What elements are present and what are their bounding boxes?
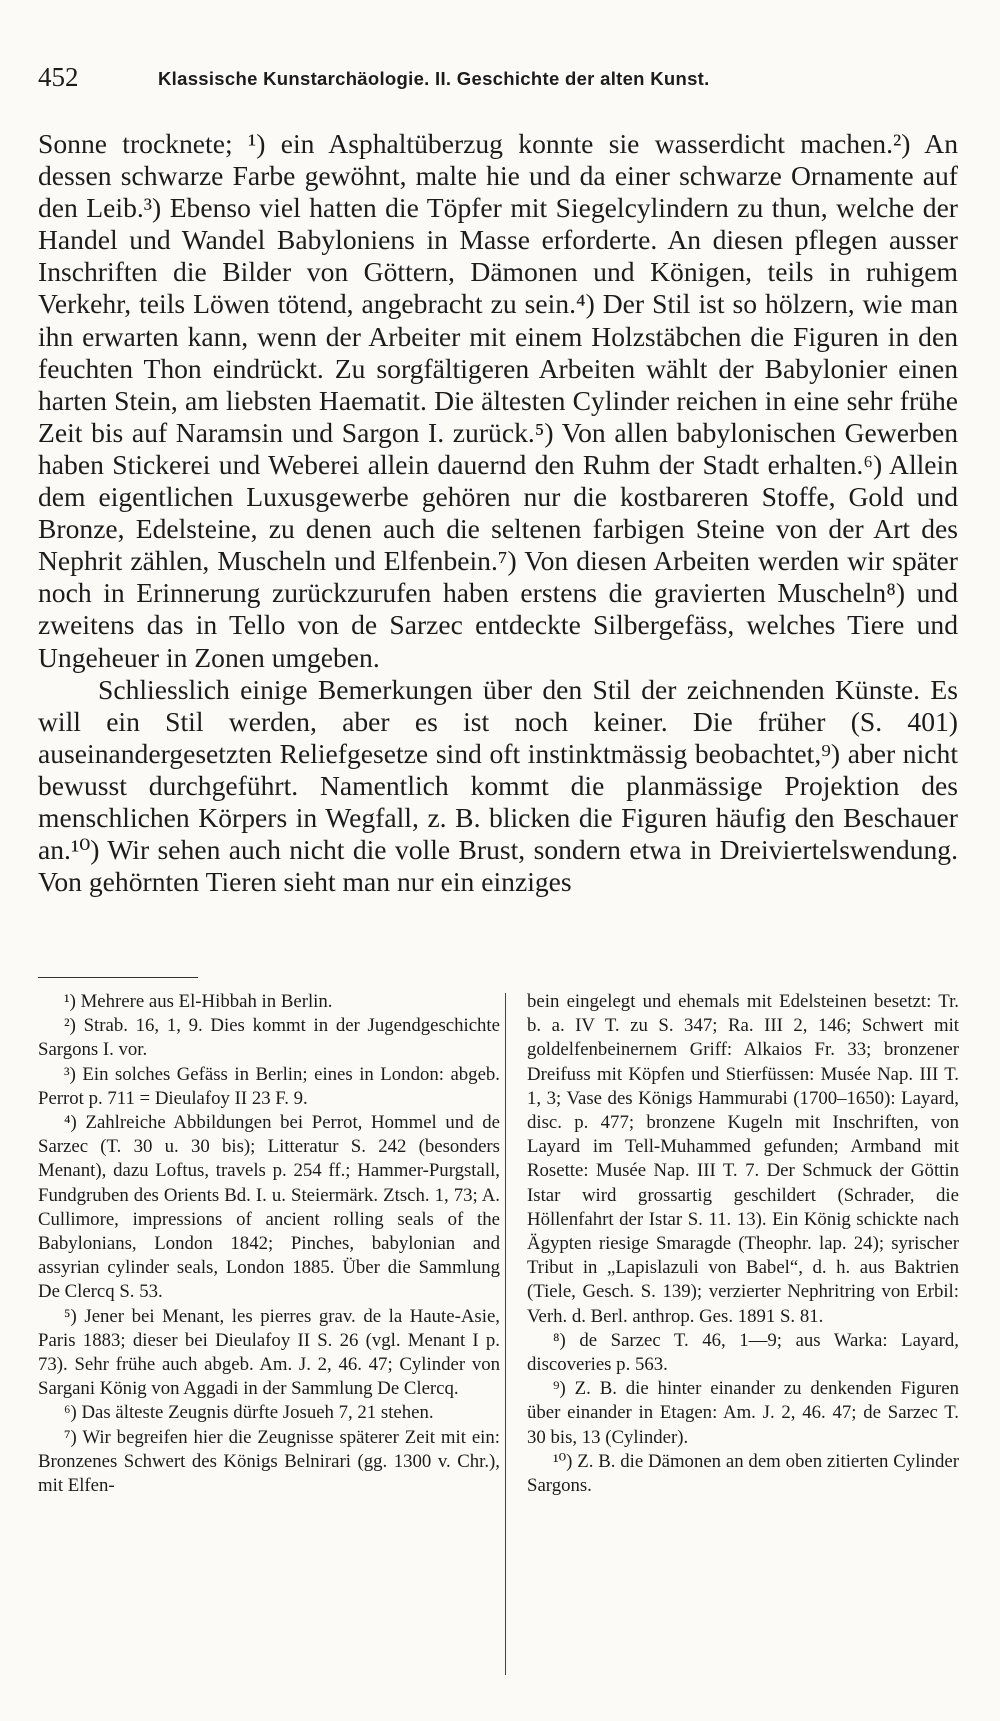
footnote-6: ⁶) Das älteste Zeugnis dürfte Josueh 7, 21 stehen. (64, 1402, 434, 1424)
footnote-10: ¹⁰) Z. B. die Dämonen an dem oben zitierten Cylinder Sargons. (527, 1450, 959, 1497)
running-head: Klassische Kunstarchäologie. II. Geschichte der alten Kunst. (158, 68, 710, 89)
footnote-5: ⁵) Jener bei Menant, les pierres grav. de la Haute-Asie, Paris 1883; dieser bei Dieulafoy II S. 26 (vgl. Menant I p. 73). Sehr frühe auch abgeb. Am. J. 2, 46. 47; Cylinder von Sargani König von Aggadi in der Sammlung De Clercq. (38, 1305, 500, 1400)
footnote-7-continued: bein eingelegt und ehemals mit Edelsteinen besetzt: Tr. b. a. IV T. zu S. 347; Ra. III 2, 146; Schwert mit goldelfenbeinernem Griff: Alkaios Fr. 33; bronzener Dreifuss mit Köpfen und Stierfüssen: Musée Nap. III T. 1, 3; Vase des Königs Hammurabi (1700–1650): Layard, disc. p. 477; bronzene Kugeln mit Inschriften, von Layard im Tell-Muhammed gefunden; Armband mit Rosette: Musée Nap. III T. 7. Der Schmuck der Göttin Istar wird grossartig geschildert (Schrader, die Höllenfahrt der Istar S. 11. 13). Ein König schickte nach Ägypten riesige Smaragde (Theophr. lap. 24); syrischer Tribut in „Lapislazuli von Babel“, d. h. aus Baktrien (Tiele, Gesch. S. 139); verzierter Nephritring von Erbil: Verh. d. Berl. anthrop. Ges. 1891 S. 81. (527, 991, 959, 1327)
footnote-3: ³) Ein solches Gefäss in Berlin; eines in London: abgeb. Perrot p. 711 = Dieulafoy II 23 F. 9. (38, 1063, 500, 1109)
footnote-9: ⁹) Z. B. die hinter einander zu denkenden Figuren über einander in Etagen: Am. J. 2, 46. 47; de Sarzec T. 30 bis, 13 (Cylinder). (527, 1378, 959, 1448)
footnotes-left-column (38, 990, 500, 1498)
footnote-7: ⁷) Wir begreifen hier die Zeugnisse späterer Zeit mit ein: Bronzenes Schwert des Königs Belnirari (gg. 1300 v. Chr.), mit Elfen- (38, 1426, 500, 1497)
footnotes-right-column (527, 990, 959, 1498)
paragraph-2: Schliesslich einige Bemerkungen über den Stil der zeichnenden Künste. Es will ein Stil werden, aber es ist noch keiner. Die früher (S. 401) auseinandergesetzten Reliefgesetze sind oft instinktmässig beobachtet,⁹) aber nicht bewusst durchgeführt. Namentlich kommt die planmässige Projektion des menschlichen Körpers in Wegfall, z. B. blicken die Figuren häufig den Beschauer an.¹⁰) Wir sehen auch nicht die volle Brust, sondern etwa in Dreiviertelswendung. Von gehörnten Tieren sieht man nur ein einziges (38, 673, 958, 898)
page-header (38, 62, 958, 102)
footnote-2: ²) Strab. 16, 1, 9. Dies kommt in der Jugendgeschichte Sargons I. vor. (38, 1015, 500, 1061)
footnote-column-divider (505, 993, 506, 1675)
footnote-1: ¹) Mehrere aus El-Hibbah in Berlin. (64, 991, 333, 1012)
paragraph-1: Sonne trocknete; ¹) ein Asphaltüberzug konnte sie wasserdicht machen.²) An dessen schwarze Farbe gewöhnt, malte hie und da einer schwarze Ornamente auf den Leib.³) Ebenso viel hatten die Töpfer mit Siegelcylindern zu thun, welche der Handel und Wandel Babyloniens in Masse erforderte. An diesen pflegen ausser Inschriften die Bilder von Göttern, Dämonen und Königen, teils in ruhigem Verkehr, teils Löwen tötend, angebracht zu sein.⁴) Der Stil ist so hölzern, wie man ihn erwarten kann, wenn der Arbeiter mit einem Holzstäbchen die Figuren in den feuchten Thon eindrückt. Zu sorgfältigeren Arbeiten wählt der Babylonier einen harten Stein, am liebsten Haematit. Die ältesten Cylinder reichen in eine sehr frühe Zeit bis auf Naramsin und Sargon I. zurück.⁵) Von allen babylonischen Gewerben haben Stickerei und Weberei allein dauernd den Ruhm der Stadt erhalten.⁶) Allein dem eigentlichen Luxusgewerbe gehören nur die kostbareren Stoffe, Gold und Bronze, Edelsteine, zu denen auch die seltenen farbigen Steine von der Art des Nephrit zählen, Muscheln und Elfenbein.⁷) Von diesen Arbeiten werden wir später noch in Erinnerung zurückzurufen haben erstens die gravierten Muscheln⁸) und zweitens das in Tello von de Sarzec entdeckte Silbergefäss, welches Tiere und Ungeheuer in Zonen umgeben. (38, 128, 958, 673)
page-number: 452 (38, 62, 79, 92)
footnote-separator (38, 977, 198, 978)
main-text (38, 128, 958, 898)
footnote-8: ⁸) de Sarzec T. 46, 1—9; aus Warka: Layard, discoveries p. 563. (527, 1329, 959, 1376)
footnote-4: ⁴) Zahlreiche Abbildungen bei Perrot, Hommel und de Sarzec (T. 30 u. 30 bis); Litteratur S. 242 (besonders Menant), dazu Loftus, travels p. 254 ff.; Hammer-Purgstall, Fundgruben des Orients Bd. I. u. Steiermärk. Ztsch. 1, 73; A. Cullimore, impressions of ancient rolling seals of the Babylonians, London 1842; Pinches, babylonian and assyrian cylinder seals, London 1885. Über die Sammlung De Clercq S. 53. (38, 1112, 500, 1303)
